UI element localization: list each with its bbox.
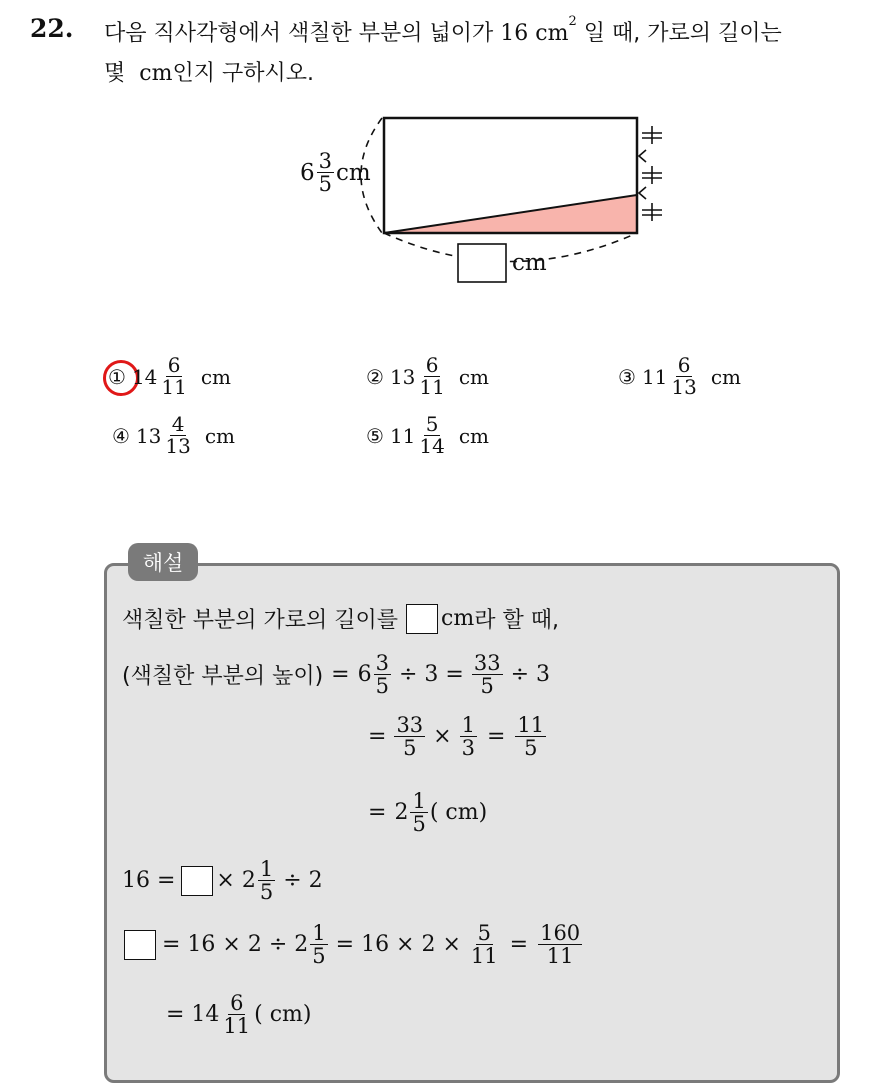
height-label: 6 $\frac{3}{5}$ cm bbox=[300, 149, 371, 197]
choice-5[interactable]: ⑤ 11 $\frac{5}{14}$ cm bbox=[366, 412, 490, 458]
equal-tick-marks bbox=[642, 126, 662, 221]
shaded-triangle bbox=[384, 195, 637, 233]
solution-line-1: 색칠한 부분의 가로의 길이를 cm 라 할 때, bbox=[122, 603, 559, 634]
width-blank-box bbox=[458, 244, 506, 282]
solution-line-3: = $\frac{33}{5}$ × $\frac{1}{3}$ = $\frac{11}{5}$ bbox=[368, 713, 545, 761]
solution-line-6: = 16 × 2 ÷ 2 $\frac{1}{5}$ = 16 × 2 × $\frac{5}{11}$ = $\frac{160}{11}$ bbox=[124, 922, 584, 967]
width-brace bbox=[384, 233, 637, 262]
choice-3[interactable]: ③ 11 $\frac{6}{13}$ cm bbox=[618, 353, 742, 399]
question-number: 22. bbox=[30, 14, 74, 43]
solution-line-7: = 14 $\frac{6}{11}$ ( cm) bbox=[166, 991, 312, 1039]
blank-box bbox=[181, 866, 213, 896]
width-unit-label: cm bbox=[512, 250, 547, 276]
blank-box bbox=[124, 930, 156, 960]
choice-1[interactable]: ① 14 $\frac{6}{11}$ cm bbox=[108, 353, 232, 399]
solution-line-5: 16 = × 2 $\frac{1}{5}$ ÷ 2 bbox=[122, 857, 323, 905]
blank-box bbox=[406, 604, 438, 634]
area-value: 16 $cm^2$ bbox=[500, 14, 577, 46]
question-text-line1: 다음 직사각형에서 색칠한 부분의 넓이가 16 $cm^2$ 일 때, 가로의 길이는 bbox=[104, 14, 782, 46]
solution-line-4: = 2 $\frac{1}{5}$ ( cm) bbox=[368, 789, 488, 837]
solution-tag: 해설 bbox=[128, 543, 198, 581]
choice-4[interactable]: ④ 13 $\frac{4}{13}$ cm bbox=[112, 412, 236, 458]
segment-dividers bbox=[639, 150, 646, 199]
question-text-line2: 몇 cm인지 구하시오. bbox=[104, 61, 314, 86]
solution-line-2: (색칠한 부분의 높이) = 6 $\frac{3}{5}$ ÷ 3 = $\frac{33}{5}$ ÷ 3 bbox=[122, 651, 551, 699]
choice-2[interactable]: ② 13 $\frac{6}{11}$ cm bbox=[366, 353, 490, 399]
